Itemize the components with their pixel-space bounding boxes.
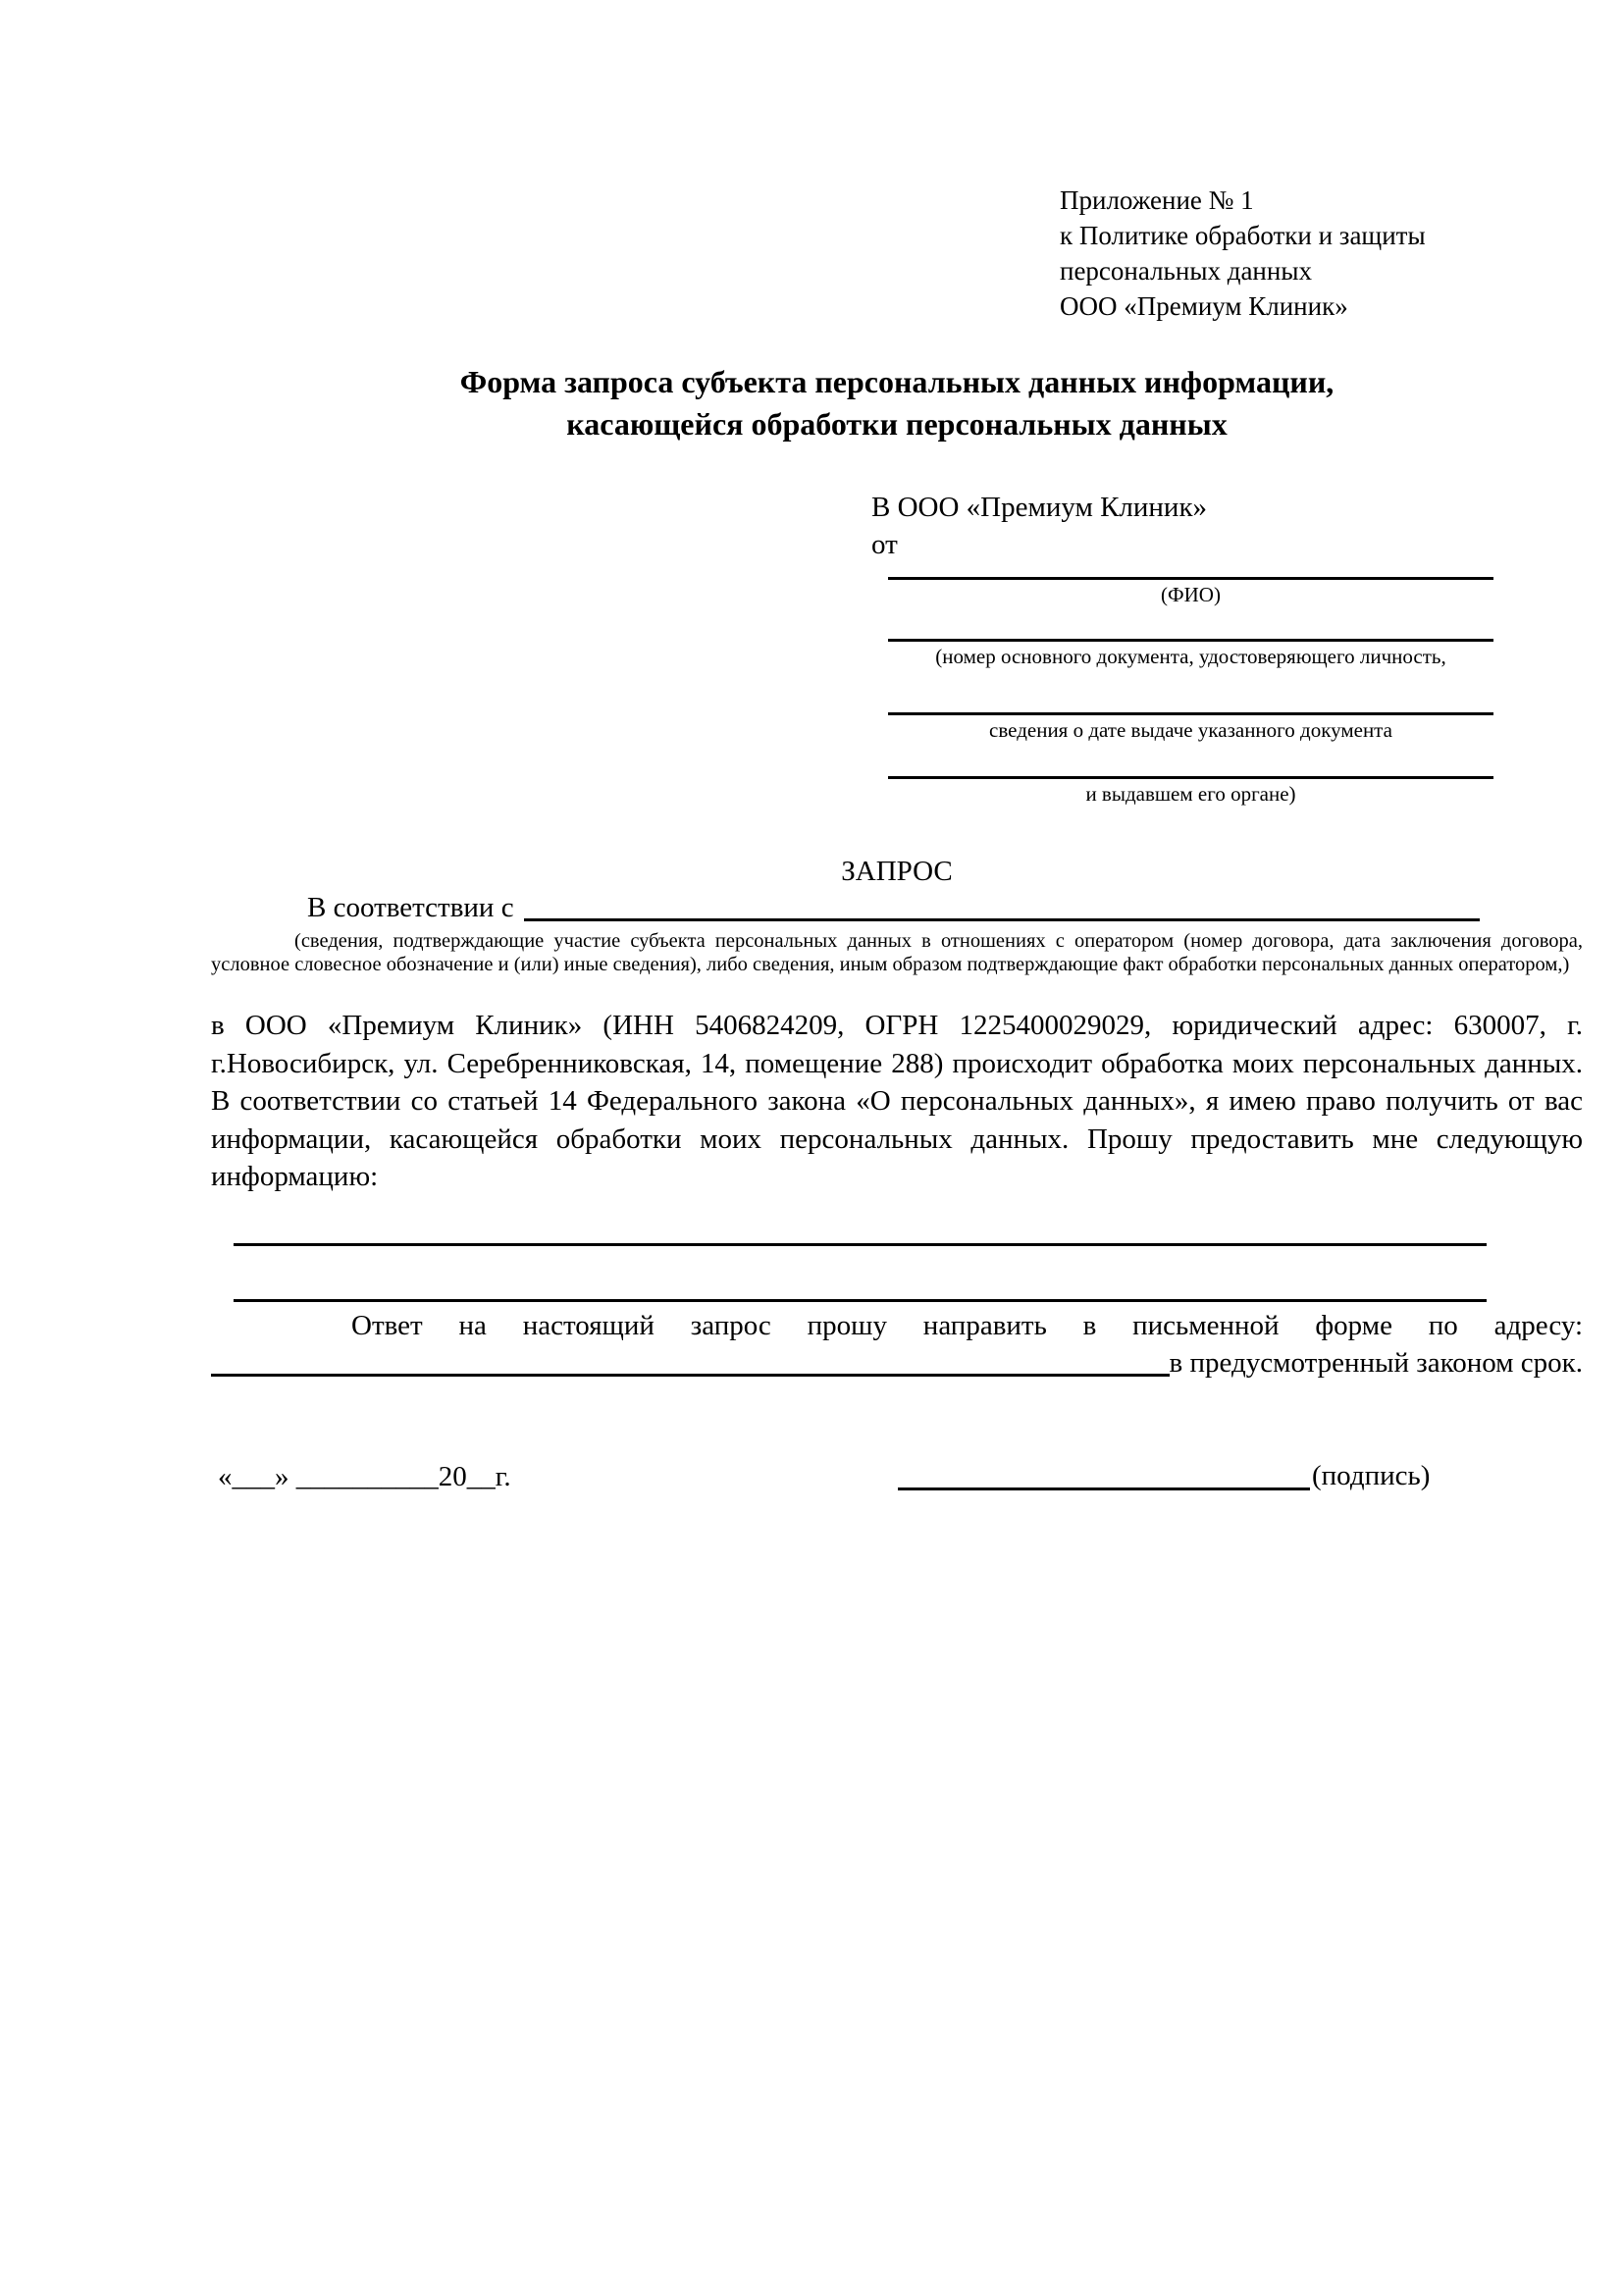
answer-request-text: Ответ на настоящий запрос прошу направить в письменной форме по адресу: (351, 1310, 1583, 1341)
appendix-note-line: ООО «Премиум Клиник» (1060, 291, 1348, 321)
appendix-note-line: Приложение № 1 (1060, 185, 1254, 215)
document-title (211, 361, 1583, 445)
issuing-authority-input-line[interactable] (888, 776, 1493, 779)
answer-tail-text: в предусмотренный законом срок. (1169, 1347, 1583, 1379)
signature-caption: (подпись) (1312, 1460, 1431, 1491)
issuing-authority-caption: и выдавшем его органе) (1085, 782, 1296, 806)
document-number-input-line[interactable] (888, 639, 1493, 642)
addressee-to: В ООО «Премиум Клиник» (871, 492, 1208, 523)
information-input-line-1[interactable] (234, 1243, 1487, 1246)
basis-input-line[interactable] (524, 918, 1480, 921)
address-input-line[interactable] (211, 1374, 1170, 1377)
information-input-line-2[interactable] (234, 1299, 1487, 1302)
request-heading: ЗАПРОС (841, 856, 953, 887)
document-number-caption: (номер основного документа, удостоверяющего личность, (935, 645, 1446, 668)
intro-row (211, 891, 1480, 925)
answer-address-row (211, 1346, 1583, 1381)
document-title-line1: Форма запроса субъекта персональных данных информации, (459, 364, 1335, 399)
issue-date-caption: сведения о дате выдаче указанного документа (989, 718, 1392, 742)
date-blank[interactable]: «___» __________20__г. (218, 1461, 511, 1492)
addressee-block (871, 489, 1499, 563)
document-title-line2: касающейся обработки персональных данных (566, 406, 1228, 442)
intro-prefix: В соответствии с (307, 892, 514, 923)
footnote-text: (сведения, подтверждающие участие субъекта персональных данных в отношениях с оператором (номер договора, дата заключения договора, условное словесное обозначение и (или) иные сведения), либо сведения, иным образом подтверждающие факт обработки персональных данных оператором,) (211, 930, 1583, 975)
appendix-note (1060, 183, 1521, 324)
fio-input-line[interactable] (888, 577, 1493, 580)
request-body-text: в ООО «Премиум Клиник» (ИНН 5406824209, ОГРН 1225400029029, юридический адрес: 630007, г. г.Новосибирск, ул. Серебренниковская, 14, помещение 288) происходит обработка моих персональных данных. В соответствии со статьей 14 Федерального закона «О персональных данных», я имею право получить от вас информации, касающейся обработки моих персональных данных. Прошу предоставить мне следующую информацию: (211, 1010, 1583, 1192)
signature-input-line[interactable] (898, 1487, 1310, 1490)
appendix-note-line: к Политике обработки и защиты (1060, 221, 1426, 250)
issue-date-input-line[interactable] (888, 712, 1493, 715)
appendix-note-line: персональных данных (1060, 256, 1312, 286)
fio-caption: (ФИО) (1161, 583, 1221, 606)
addressee-from-label: от (871, 529, 898, 560)
